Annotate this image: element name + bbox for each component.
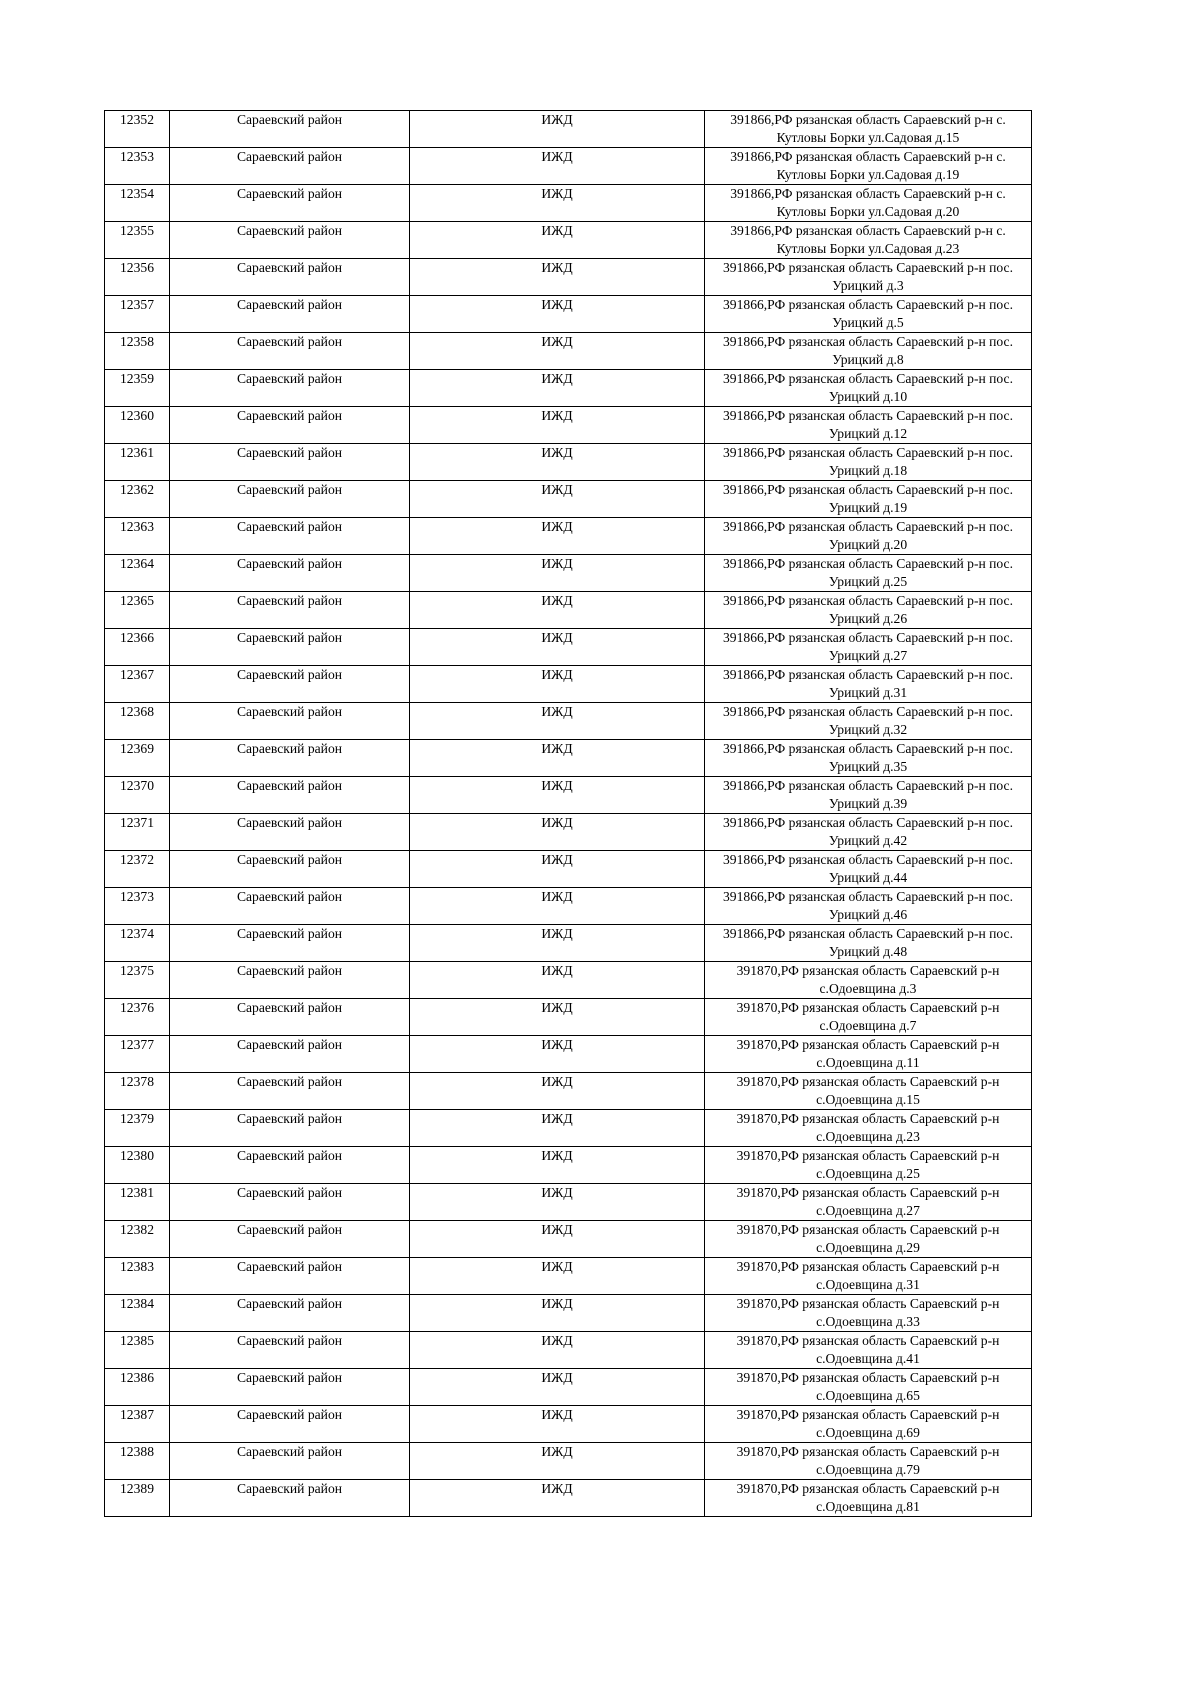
address-cell: 391870,РФ рязанская область Сараевский р-н с.Одоевщина д.69 <box>705 1406 1032 1443</box>
housing-type-cell: ИЖД <box>410 703 705 740</box>
table-row <box>105 1073 1032 1110</box>
table-row <box>105 296 1032 333</box>
district-cell: Сараевский район <box>170 1443 410 1480</box>
address-cell: 391866,РФ рязанская область Сараевский р-н пос. Урицкий д.19 <box>705 481 1032 518</box>
table-row <box>105 1110 1032 1147</box>
row-number-cell: 12379 <box>105 1110 170 1147</box>
table-row <box>105 962 1032 999</box>
district-cell: Сараевский район <box>170 592 410 629</box>
housing-type-cell: ИЖД <box>410 407 705 444</box>
row-number-cell: 12375 <box>105 962 170 999</box>
table-row <box>105 1406 1032 1443</box>
address-cell: 391870,РФ рязанская область Сараевский р-н с.Одоевщина д.41 <box>705 1332 1032 1369</box>
table-row <box>105 1184 1032 1221</box>
table-row <box>105 1221 1032 1258</box>
housing-type-cell: ИЖД <box>410 259 705 296</box>
table-row <box>105 444 1032 481</box>
housing-type-cell: ИЖД <box>410 555 705 592</box>
table-row <box>105 1332 1032 1369</box>
housing-type-cell: ИЖД <box>410 1036 705 1073</box>
housing-type-cell: ИЖД <box>410 296 705 333</box>
table-row <box>105 592 1032 629</box>
housing-type-cell: ИЖД <box>410 1258 705 1295</box>
housing-type-cell: ИЖД <box>410 222 705 259</box>
row-number-cell: 12384 <box>105 1295 170 1332</box>
address-cell: 391866,РФ рязанская область Сараевский р-н пос. Урицкий д.18 <box>705 444 1032 481</box>
housing-type-cell: ИЖД <box>410 777 705 814</box>
housing-type-cell: ИЖД <box>410 888 705 925</box>
address-cell: 391866,РФ рязанская область Сараевский р-н с. Кутловы Борки ул.Садовая д.15 <box>705 111 1032 148</box>
housing-type-cell: ИЖД <box>410 925 705 962</box>
table-row <box>105 111 1032 148</box>
row-number-cell: 12354 <box>105 185 170 222</box>
row-number-cell: 12364 <box>105 555 170 592</box>
district-cell: Сараевский район <box>170 1036 410 1073</box>
row-number-cell: 12386 <box>105 1369 170 1406</box>
housing-table <box>104 110 1032 1517</box>
address-cell: 391866,РФ рязанская область Сараевский р-н пос. Урицкий д.5 <box>705 296 1032 333</box>
address-cell: 391870,РФ рязанская область Сараевский р-н с.Одоевщина д.15 <box>705 1073 1032 1110</box>
address-cell: 391866,РФ рязанская область Сараевский р-н с. Кутловы Борки ул.Садовая д.19 <box>705 148 1032 185</box>
housing-type-cell: ИЖД <box>410 481 705 518</box>
table-row <box>105 518 1032 555</box>
address-cell: 391870,РФ рязанская область Сараевский р-н с.Одоевщина д.3 <box>705 962 1032 999</box>
row-number-cell: 12361 <box>105 444 170 481</box>
district-cell: Сараевский район <box>170 259 410 296</box>
address-cell: 391866,РФ рязанская область Сараевский р-н пос. Урицкий д.26 <box>705 592 1032 629</box>
housing-type-cell: ИЖД <box>410 148 705 185</box>
address-cell: 391866,РФ рязанская область Сараевский р-н пос. Урицкий д.32 <box>705 703 1032 740</box>
district-cell: Сараевский район <box>170 481 410 518</box>
row-number-cell: 12378 <box>105 1073 170 1110</box>
table-row <box>105 740 1032 777</box>
address-cell: 391870,РФ рязанская область Сараевский р-н с.Одоевщина д.81 <box>705 1480 1032 1517</box>
housing-type-cell: ИЖД <box>410 629 705 666</box>
table-row <box>105 629 1032 666</box>
row-number-cell: 12370 <box>105 777 170 814</box>
district-cell: Сараевский район <box>170 1073 410 1110</box>
row-number-cell: 12387 <box>105 1406 170 1443</box>
housing-type-cell: ИЖД <box>410 1406 705 1443</box>
row-number-cell: 12371 <box>105 814 170 851</box>
row-number-cell: 12356 <box>105 259 170 296</box>
row-number-cell: 12366 <box>105 629 170 666</box>
district-cell: Сараевский район <box>170 666 410 703</box>
address-cell: 391870,РФ рязанская область Сараевский р-н с.Одоевщина д.65 <box>705 1369 1032 1406</box>
address-cell: 391866,РФ рязанская область Сараевский р-н с. Кутловы Борки ул.Садовая д.20 <box>705 185 1032 222</box>
housing-table-body <box>105 111 1032 1517</box>
row-number-cell: 12368 <box>105 703 170 740</box>
table-row <box>105 888 1032 925</box>
table-row <box>105 999 1032 1036</box>
address-cell: 391866,РФ рязанская область Сараевский р-н пос. Урицкий д.25 <box>705 555 1032 592</box>
row-number-cell: 12359 <box>105 370 170 407</box>
table-row <box>105 222 1032 259</box>
housing-type-cell: ИЖД <box>410 1480 705 1517</box>
address-cell: 391866,РФ рязанская область Сараевский р-н пос. Урицкий д.46 <box>705 888 1032 925</box>
housing-type-cell: ИЖД <box>410 444 705 481</box>
address-cell: 391866,РФ рязанская область Сараевский р-н пос. Урицкий д.12 <box>705 407 1032 444</box>
row-number-cell: 12353 <box>105 148 170 185</box>
district-cell: Сараевский район <box>170 629 410 666</box>
table-row <box>105 407 1032 444</box>
district-cell: Сараевский район <box>170 1369 410 1406</box>
address-cell: 391866,РФ рязанская область Сараевский р-н пос. Урицкий д.3 <box>705 259 1032 296</box>
housing-type-cell: ИЖД <box>410 740 705 777</box>
district-cell: Сараевский район <box>170 148 410 185</box>
district-cell: Сараевский район <box>170 444 410 481</box>
row-number-cell: 12363 <box>105 518 170 555</box>
table-row <box>105 1369 1032 1406</box>
district-cell: Сараевский район <box>170 555 410 592</box>
row-number-cell: 12389 <box>105 1480 170 1517</box>
address-cell: 391870,РФ рязанская область Сараевский р-н с.Одоевщина д.7 <box>705 999 1032 1036</box>
housing-type-cell: ИЖД <box>410 1147 705 1184</box>
district-cell: Сараевский район <box>170 999 410 1036</box>
table-row <box>105 703 1032 740</box>
table-row <box>105 1295 1032 1332</box>
district-cell: Сараевский район <box>170 1406 410 1443</box>
housing-type-cell: ИЖД <box>410 1369 705 1406</box>
address-cell: 391870,РФ рязанская область Сараевский р-н с.Одоевщина д.23 <box>705 1110 1032 1147</box>
housing-type-cell: ИЖД <box>410 962 705 999</box>
address-cell: 391866,РФ рязанская область Сараевский р-н пос. Урицкий д.31 <box>705 666 1032 703</box>
district-cell: Сараевский район <box>170 814 410 851</box>
housing-type-cell: ИЖД <box>410 333 705 370</box>
row-number-cell: 12362 <box>105 481 170 518</box>
address-cell: 391870,РФ рязанская область Сараевский р-н с.Одоевщина д.33 <box>705 1295 1032 1332</box>
housing-type-cell: ИЖД <box>410 1184 705 1221</box>
table-row <box>105 148 1032 185</box>
housing-type-cell: ИЖД <box>410 1295 705 1332</box>
address-cell: 391866,РФ рязанская область Сараевский р-н пос. Урицкий д.35 <box>705 740 1032 777</box>
housing-type-cell: ИЖД <box>410 592 705 629</box>
housing-type-cell: ИЖД <box>410 1073 705 1110</box>
table-row <box>105 666 1032 703</box>
housing-type-cell: ИЖД <box>410 185 705 222</box>
address-cell: 391866,РФ рязанская область Сараевский р-н с. Кутловы Борки ул.Садовая д.23 <box>705 222 1032 259</box>
district-cell: Сараевский район <box>170 703 410 740</box>
address-cell: 391870,РФ рязанская область Сараевский р-н с.Одоевщина д.25 <box>705 1147 1032 1184</box>
row-number-cell: 12358 <box>105 333 170 370</box>
housing-type-cell: ИЖД <box>410 1221 705 1258</box>
address-cell: 391866,РФ рязанская область Сараевский р-н пос. Урицкий д.8 <box>705 333 1032 370</box>
address-cell: 391866,РФ рязанская область Сараевский р-н пос. Урицкий д.10 <box>705 370 1032 407</box>
table-row <box>105 370 1032 407</box>
housing-type-cell: ИЖД <box>410 111 705 148</box>
district-cell: Сараевский район <box>170 185 410 222</box>
table-row <box>105 1443 1032 1480</box>
address-cell: 391866,РФ рязанская область Сараевский р-н пос. Урицкий д.27 <box>705 629 1032 666</box>
table-row <box>105 851 1032 888</box>
district-cell: Сараевский район <box>170 111 410 148</box>
district-cell: Сараевский район <box>170 740 410 777</box>
table-row <box>105 333 1032 370</box>
housing-type-cell: ИЖД <box>410 1110 705 1147</box>
row-number-cell: 12367 <box>105 666 170 703</box>
district-cell: Сараевский район <box>170 1184 410 1221</box>
row-number-cell: 12374 <box>105 925 170 962</box>
housing-type-cell: ИЖД <box>410 999 705 1036</box>
address-cell: 391866,РФ рязанская область Сараевский р-н пос. Урицкий д.39 <box>705 777 1032 814</box>
district-cell: Сараевский район <box>170 1147 410 1184</box>
row-number-cell: 12382 <box>105 1221 170 1258</box>
district-cell: Сараевский район <box>170 1332 410 1369</box>
housing-type-cell: ИЖД <box>410 666 705 703</box>
address-cell: 391870,РФ рязанская область Сараевский р-н с.Одоевщина д.11 <box>705 1036 1032 1073</box>
district-cell: Сараевский район <box>170 888 410 925</box>
housing-type-cell: ИЖД <box>410 370 705 407</box>
address-cell: 391870,РФ рязанская область Сараевский р-н с.Одоевщина д.79 <box>705 1443 1032 1480</box>
table-row <box>105 1036 1032 1073</box>
row-number-cell: 12377 <box>105 1036 170 1073</box>
district-cell: Сараевский район <box>170 333 410 370</box>
district-cell: Сараевский район <box>170 407 410 444</box>
row-number-cell: 12388 <box>105 1443 170 1480</box>
district-cell: Сараевский район <box>170 1295 410 1332</box>
address-cell: 391866,РФ рязанская область Сараевский р-н пос. Урицкий д.44 <box>705 851 1032 888</box>
table-row <box>105 259 1032 296</box>
row-number-cell: 12381 <box>105 1184 170 1221</box>
housing-type-cell: ИЖД <box>410 1332 705 1369</box>
district-cell: Сараевский район <box>170 370 410 407</box>
district-cell: Сараевский район <box>170 518 410 555</box>
address-cell: 391866,РФ рязанская область Сараевский р-н пос. Урицкий д.48 <box>705 925 1032 962</box>
district-cell: Сараевский район <box>170 925 410 962</box>
table-row <box>105 1147 1032 1184</box>
address-cell: 391870,РФ рязанская область Сараевский р-н с.Одоевщина д.27 <box>705 1184 1032 1221</box>
row-number-cell: 12376 <box>105 999 170 1036</box>
housing-type-cell: ИЖД <box>410 851 705 888</box>
row-number-cell: 12372 <box>105 851 170 888</box>
district-cell: Сараевский район <box>170 1110 410 1147</box>
row-number-cell: 12380 <box>105 1147 170 1184</box>
table-row <box>105 925 1032 962</box>
district-cell: Сараевский район <box>170 222 410 259</box>
district-cell: Сараевский район <box>170 962 410 999</box>
row-number-cell: 12385 <box>105 1332 170 1369</box>
table-row <box>105 814 1032 851</box>
district-cell: Сараевский район <box>170 777 410 814</box>
row-number-cell: 12373 <box>105 888 170 925</box>
row-number-cell: 12355 <box>105 222 170 259</box>
table-row <box>105 185 1032 222</box>
district-cell: Сараевский район <box>170 1258 410 1295</box>
district-cell: Сараевский район <box>170 1480 410 1517</box>
address-cell: 391870,РФ рязанская область Сараевский р-н с.Одоевщина д.31 <box>705 1258 1032 1295</box>
district-cell: Сараевский район <box>170 1221 410 1258</box>
row-number-cell: 12360 <box>105 407 170 444</box>
row-number-cell: 12352 <box>105 111 170 148</box>
housing-type-cell: ИЖД <box>410 1443 705 1480</box>
table-row <box>105 1258 1032 1295</box>
row-number-cell: 12365 <box>105 592 170 629</box>
table-row <box>105 1480 1032 1517</box>
district-cell: Сараевский район <box>170 296 410 333</box>
address-cell: 391866,РФ рязанская область Сараевский р-н пос. Урицкий д.42 <box>705 814 1032 851</box>
district-cell: Сараевский район <box>170 851 410 888</box>
table-row <box>105 555 1032 592</box>
housing-type-cell: ИЖД <box>410 518 705 555</box>
address-cell: 391866,РФ рязанская область Сараевский р-н пос. Урицкий д.20 <box>705 518 1032 555</box>
address-cell: 391870,РФ рязанская область Сараевский р-н с.Одоевщина д.29 <box>705 1221 1032 1258</box>
table-row <box>105 777 1032 814</box>
row-number-cell: 12383 <box>105 1258 170 1295</box>
table-row <box>105 481 1032 518</box>
row-number-cell: 12357 <box>105 296 170 333</box>
housing-type-cell: ИЖД <box>410 814 705 851</box>
row-number-cell: 12369 <box>105 740 170 777</box>
